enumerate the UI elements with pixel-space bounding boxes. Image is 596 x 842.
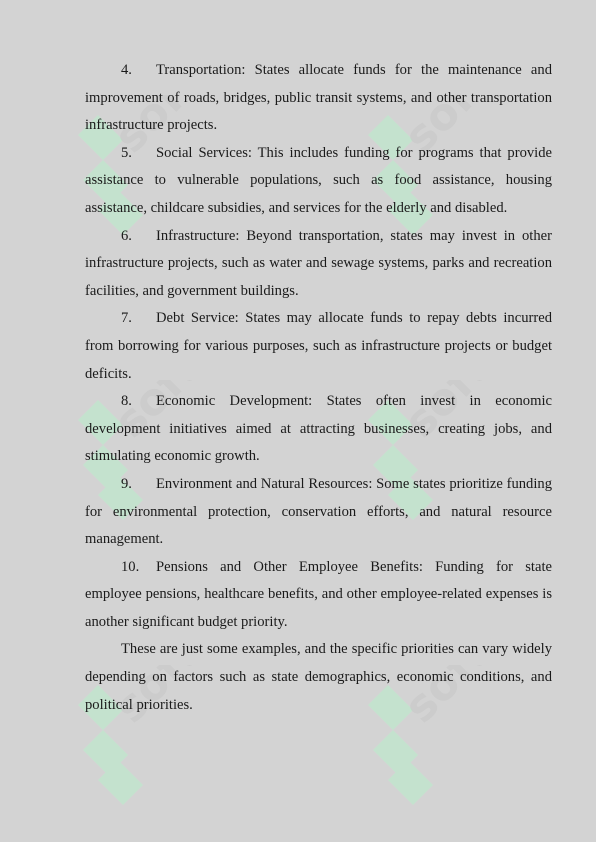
item-text: Transportation: States allocate funds for the maintenance and improvement of roads, bridges, public transit systems, and other transportation infrastructure projects. <box>85 62 552 134</box>
list-item-4 <box>85 57 552 140</box>
item-number: 4. <box>121 62 132 78</box>
list-item-6 <box>85 223 552 306</box>
item-text: Infrastructure: Beyond transportation, states may invest in other infrastructure projects, such as water and sewage systems, parks and recreation facilities, and government buildings. <box>85 227 552 299</box>
list-item-10 <box>85 554 552 637</box>
item-text: Economic Development: States often invest in economic development initiatives aimed at attracting businesses, creating jobs, and stimulating economic growth. <box>85 393 552 465</box>
item-number: 9. <box>121 475 132 492</box>
item-text: Environment and Natural Resources: Some states prioritize funding for environmental protection, conservation efforts, and natural resource management. <box>85 475 552 548</box>
item-number: 8. <box>121 393 132 410</box>
list-item-5 <box>85 140 552 223</box>
closing-paragraph: These are just some examples, and the specific priorities can vary widely depending on factors such as state demographics, economic conditions, and political priorities. <box>85 641 552 713</box>
item-number: 7. <box>121 310 132 327</box>
list-item-7 <box>85 305 552 388</box>
item-text: Social Services: This includes funding for programs that provide assistance to vulnerable populations, such as food assistance, housing assistance, childcare subsidies, and services for the elderly and disabled. <box>85 144 552 216</box>
list-item-8 <box>85 388 552 471</box>
item-number: 6. <box>121 227 132 244</box>
item-number: 5. <box>121 144 132 161</box>
item-text: Pensions and Other Employee Benefits: Funding for state employee pensions, healthcare benefits, and other employee-related expenses is another significant budget priority. <box>85 558 552 630</box>
item-text: Debt Service: States may allocate funds to repay debts incurred from borrowing for various purposes, such as infrastructure projects or budget deficits. <box>85 310 552 382</box>
document-body <box>85 57 552 719</box>
list-item-9 <box>85 471 552 554</box>
item-number: 10. <box>121 558 140 575</box>
